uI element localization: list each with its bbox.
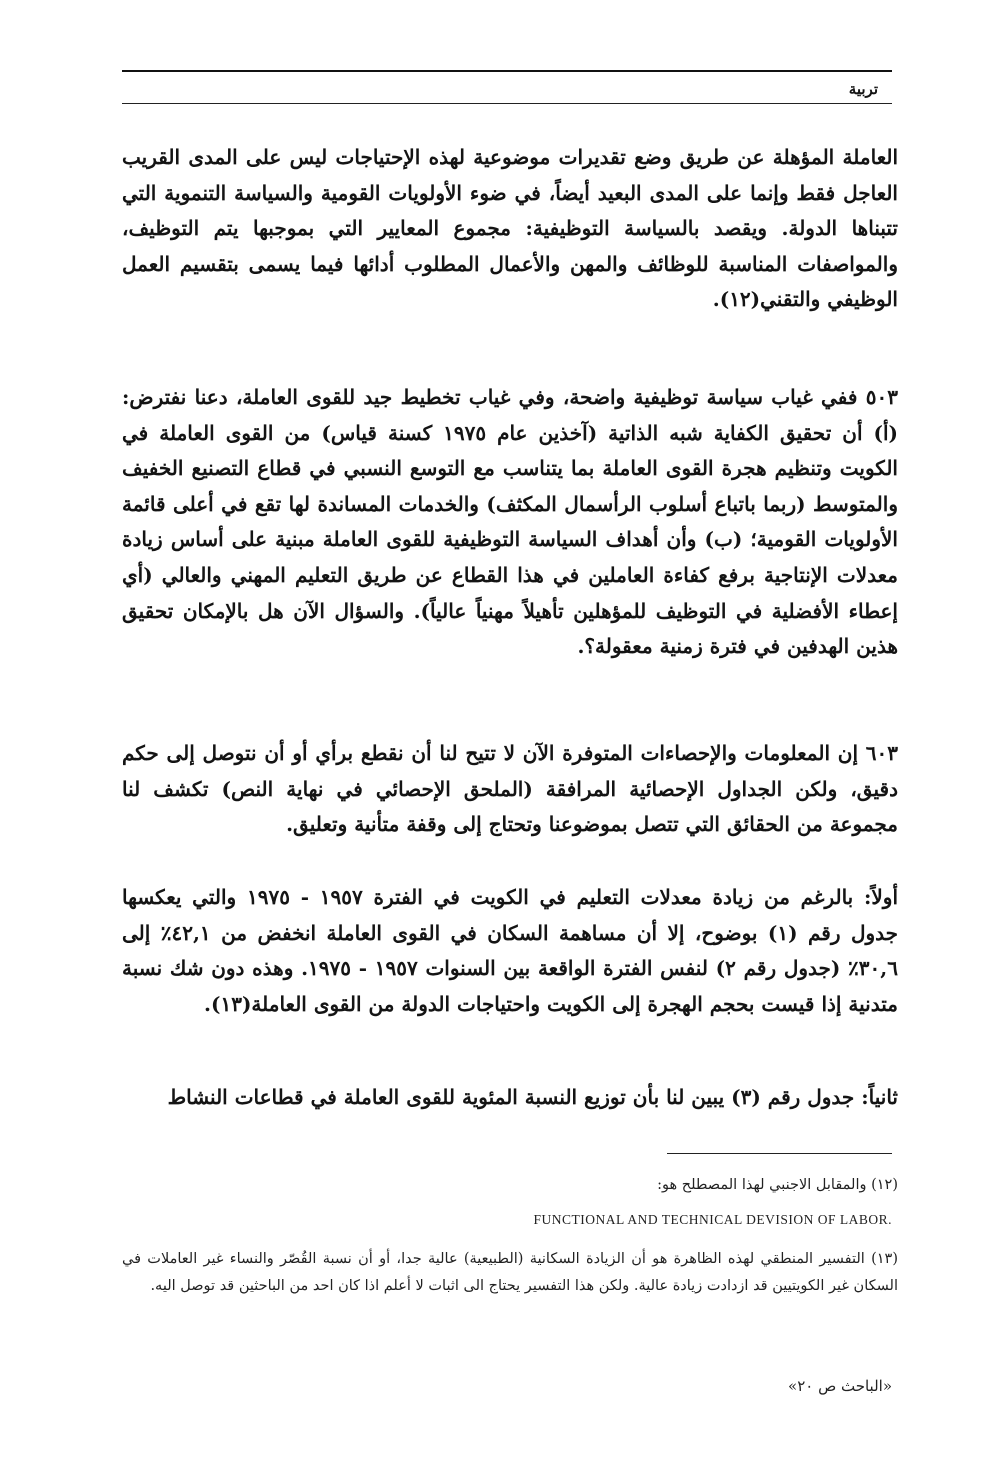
paragraph-first: أولاً: بالرغم من زيادة معدلات التعليم في الكويت في الفترة ١٩٥٧ - ١٩٧٥ والتي يعكسها جدول رقم (١) بوضوح، إلا أن مساهمة السكان في القوى العاملة انخفض من ٤٢,١٪ إلى ٣٠,٦٪ (جدول رقم ٢) لنفس الفترة الواقعة بين السنوات ١٩٥٧ - ١٩٧٥. وهذه دون شك نسبة متدنية إذا قيست بحجم الهجرة إلى الكويت واحتياجات الدولة من القوى العاملة(١٣). bbox=[122, 885, 898, 1016]
footnote-12-latin: FUNCTIONAL AND TECHNICAL DEVISION OF LABOR. bbox=[533, 1212, 892, 1227]
paragraph-continuation: العاملة المؤهلة عن طريق وضع تقديرات موضوعية لهذه الإحتياجات ليس على المدى القريب العاجل فقط وإنما على المدى البعيد أيضاً، في ضوء الأولويات القومية والسياسة التنموية التي تتبناها الدولة. ويقصد بالسياسة التوظيفية: مجموع المعايير التي بموجبها يتم التوظيف، والمواصفات المناسبة للوظائف والمهن والأعمال المطلوب أدائها فيما يسمى بتقسيم العمل الوظيفي والتقني(١٢). bbox=[122, 145, 898, 312]
footnote-13: (١٣) التفسير المنطقي لهذه الظاهرة هو أن الزيادة السكانية (الطبيعية) عالية جدا، أو أن نسبة القُصّر والنساء غير العاملات في السكان غير الكويتيين قد ازدادت زيادة عالية. ولكن هذا التفسير يحتاج الى اثبات لا أعلم اذا كان احد من الباحثين قد توصل اليه. bbox=[122, 1251, 898, 1294]
header-rule bbox=[122, 103, 892, 104]
footnote-12: (١٢) والمقابل الاجنبي لهذا المصطلح هو: bbox=[657, 1177, 898, 1193]
running-header: تربية bbox=[848, 80, 878, 98]
top-rule bbox=[122, 70, 892, 72]
paragraph-second: ثانياً: جدول رقم (٣) يبين لنا بأن توزيع النسبة المئوية للقوى العاملة في قطاعات النشاط bbox=[167, 1085, 898, 1109]
footnote-rule bbox=[667, 1153, 892, 1154]
paragraph-503: ٥٠٣ ففي غياب سياسة توظيفية واضحة، وفي غياب تخطيط جيد للقوى العاملة، دعنا نفترض: (أ) أن تحقيق الكفاية شبه الذاتية (آخذين عام ١٩٧٥ كسنة قياس) من القوى العاملة في الكويت وتنظيم هجرة القوى العاملة بما يتناسب مع التوسع النسبي في قطاع التصنيع الخفيف والمتوسط (ربما باتباع أسلوب الرأسمال المكثف) والخدمات المساندة لها تقع في أعلى قائمة الأولويات القومية؛ (ب) وأن أهداف السياسة التوظيفية للقوى العاملة مبنية على أساس زيادة معدلات الإنتاجية برفع كفاءة العاملين في هذا القطاع عن طريق التعليم المهني والعالي (أي إعطاء الأفضلية في التوظيف للمؤهلين تأهيلاً مهنياً عالياً). والسؤال الآن هل بالإمكان تحقيق هذين الهدفين في فترة زمنية معقولة؟. bbox=[122, 385, 898, 659]
paragraph-603: ٦٠٣ إن المعلومات والإحصاءات المتوفرة الآن لا تتيح لنا أن نقطع برأي أو أن نتوصل إلى حكم دقيق، ولكن الجداول الإحصائية المرافقة (الملحق الإحصائي في نهاية النص) تكشف لنا مجموعة من الحقائق التي تتصل بموضوعنا وتحتاج إلى وقفة متأنية وتعليق. bbox=[122, 741, 898, 837]
page-footer: «الباحث ص ٢٠» bbox=[788, 1377, 892, 1395]
